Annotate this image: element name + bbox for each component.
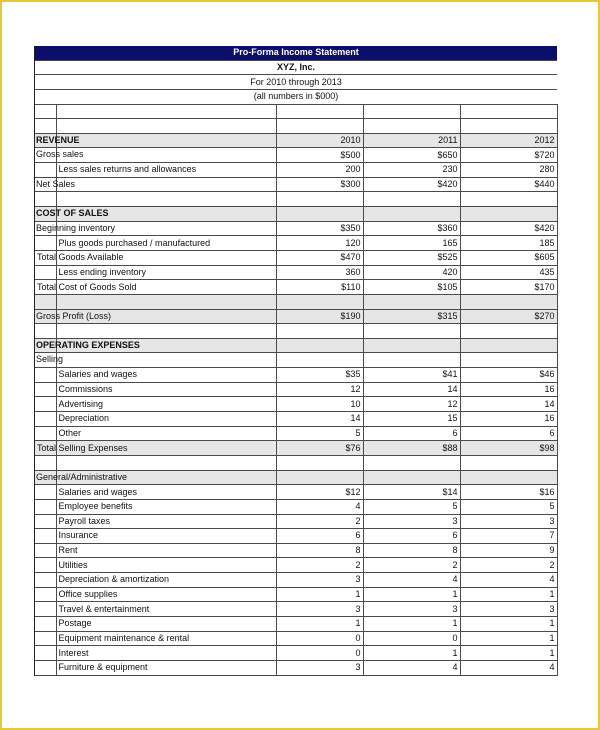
row-label: Rent [56,543,276,558]
indent-cell [35,514,56,529]
row-label: Depreciation & amortization [56,573,276,588]
empty-cell [276,353,363,368]
row-label: Commissions [56,382,276,397]
indent-cell [35,616,56,631]
indent-cell [35,485,56,500]
row-label: Beginning inventory [36,222,116,233]
value-cell: $76 [276,441,363,456]
value-cell: 6 [460,426,557,441]
table-row [35,660,557,675]
period-text: For 2010 through 2013 [35,75,557,90]
total-prefix: Total [35,441,56,456]
empty-cell [276,294,363,309]
value-cell: 3 [276,660,363,675]
empty-cell [276,207,363,222]
row-label: Office supplies [56,587,276,602]
indent-cell [35,163,56,178]
empty-row [35,119,557,134]
indent-cell [35,660,56,675]
row-label: Salaries and wages [56,368,276,383]
row-label: Postage [56,616,276,631]
value-cell: 1 [276,587,363,602]
value-cell: 2 [363,558,460,573]
value-cell: $720 [460,148,557,163]
row-label: Equipment maintenance & rental [56,631,276,646]
table-row [35,587,557,602]
value-cell: 6 [276,529,363,544]
table-row [35,426,557,441]
value-cell: 1 [460,616,557,631]
value-cell: 10 [276,397,363,412]
total-prefix: Total [35,250,56,265]
empty-cell [276,119,363,134]
row-label: Insurance [56,529,276,544]
value-cell: 14 [363,382,460,397]
empty-cell [56,294,276,309]
value-cell: 2 [276,558,363,573]
year-header: 2010 [276,133,363,148]
total-prefix: Total [35,280,56,295]
value-cell: 4 [363,660,460,675]
units-row [35,89,557,104]
value-cell: $525 [363,250,460,265]
row-label: Plus goods purchased / manufactured [56,236,276,251]
indent-cell [35,412,56,427]
value-cell: 3 [460,514,557,529]
value-cell: 200 [276,163,363,178]
value-cell: 12 [363,397,460,412]
indent-cell [35,529,56,544]
units-text: (all numbers in $000) [35,89,557,104]
indent-cell [35,587,56,602]
empty-cell [363,338,460,353]
indent-cell [35,499,56,514]
table-row [35,280,557,295]
row-label: Selling Expenses [56,441,276,456]
value-cell: $315 [363,309,460,324]
table-row [35,148,557,163]
value-cell: 2 [276,514,363,529]
value-cell: 420 [363,265,460,280]
label-cell [35,207,109,222]
table-row [35,529,557,544]
value-cell: 6 [363,529,460,544]
row-label: REVENUE [36,134,80,145]
label-cell [56,148,276,163]
indent-cell [35,426,56,441]
empty-cell [35,324,56,339]
empty-cell [460,338,557,353]
row-label: Gross sales [36,149,84,160]
operating-header-row [35,338,557,353]
row-label: Gross Profit (Loss) [36,310,112,321]
label-cell [35,353,64,368]
value-cell: $440 [460,177,557,192]
value-cell: 3 [363,602,460,617]
value-cell: 1 [276,616,363,631]
empty-cell [460,207,557,222]
label-cell [35,470,128,485]
empty-cell [56,324,276,339]
empty-row [35,324,557,339]
value-cell: 3 [460,602,557,617]
value-cell: 16 [460,412,557,427]
value-cell: 1 [363,587,460,602]
value-cell: $12 [276,485,363,500]
row-label: Net Sales [36,178,76,189]
empty-cell [460,455,557,470]
empty-cell [276,104,363,119]
table-row [35,412,557,427]
value-cell: 165 [363,236,460,251]
empty-cell [35,192,56,207]
title-row [35,46,557,60]
empty-cell [56,192,276,207]
table-row [35,250,557,265]
value-cell: $110 [276,280,363,295]
label-cell [35,177,76,192]
table-row [35,236,557,251]
table-row [35,616,557,631]
total-selling-row [35,441,557,456]
value-cell: $270 [460,309,557,324]
value-cell: $360 [363,221,460,236]
value-cell: 3 [363,514,460,529]
income-statement-table [35,46,558,676]
empty-cell [363,353,460,368]
empty-cell [56,104,276,119]
empty-cell [363,104,460,119]
value-cell: $470 [276,250,363,265]
value-cell: 14 [460,397,557,412]
indent-cell [35,397,56,412]
value-cell: 12 [276,382,363,397]
gross-profit-row [35,309,557,324]
year-header: 2012 [460,133,557,148]
row-label: Less sales returns and allowances [56,163,276,178]
empty-cell [35,455,56,470]
empty-cell [276,470,363,485]
indent-cell [35,236,56,251]
label-cell [56,133,276,148]
empty-cell [363,192,460,207]
value-cell: 7 [460,529,557,544]
empty-cell [56,455,276,470]
label-cell [35,309,112,324]
empty-cell [276,324,363,339]
indent-cell [35,382,56,397]
row-label: Other [56,426,276,441]
indent-cell [35,265,56,280]
empty-cell [35,104,56,119]
empty-cell [363,207,460,222]
table-row [35,265,557,280]
table-row [35,646,557,661]
table-row [35,543,557,558]
table-row [35,368,557,383]
row-label: Depreciation [56,412,276,427]
value-cell: 0 [276,631,363,646]
value-cell: 280 [460,163,557,178]
empty-cell [460,470,557,485]
company-row [35,60,557,75]
label-cell [35,148,84,163]
empty-row [35,192,557,207]
value-cell: $650 [363,148,460,163]
value-cell: $500 [276,148,363,163]
value-cell: $350 [276,221,363,236]
value-cell: 15 [363,412,460,427]
empty-cell [276,192,363,207]
indent-cell [35,631,56,646]
empty-row [35,104,557,119]
row-label: COST OF SALES [36,208,109,219]
company-name: XYZ, Inc. [35,60,557,75]
table-row [35,514,557,529]
empty-cell [363,294,460,309]
value-cell: $16 [460,485,557,500]
row-label: Salaries and wages [56,485,276,500]
row-label: Selling [36,354,64,365]
value-cell: $46 [460,368,557,383]
row-label: Less ending inventory [56,265,276,280]
empty-cell [35,119,56,134]
value-cell: 435 [460,265,557,280]
table-row [35,602,557,617]
value-cell: $14 [363,485,460,500]
ga-label-row [35,470,557,485]
value-cell: 230 [363,163,460,178]
value-cell: $35 [276,368,363,383]
row-label: Utilities [56,558,276,573]
row-label: General/Administrative [36,471,128,482]
value-cell: 1 [460,587,557,602]
label-cell [35,133,80,148]
table-row [35,499,557,514]
empty-cell [363,470,460,485]
empty-cell [276,338,363,353]
value-cell: 16 [460,382,557,397]
label-cell [56,177,276,192]
value-cell: 1 [363,646,460,661]
value-cell: $88 [363,441,460,456]
value-cell: 1 [460,631,557,646]
value-cell: 3 [276,602,363,617]
value-cell: 185 [460,236,557,251]
value-cell: 0 [363,631,460,646]
table-row [35,573,557,588]
row-label: Furniture & equipment [56,660,276,675]
empty-cell [460,192,557,207]
value-cell: 5 [460,499,557,514]
table-row [35,397,557,412]
value-cell: $605 [460,250,557,265]
empty-cell [363,324,460,339]
empty-cell [460,104,557,119]
table-row [35,485,557,500]
value-cell: 2 [460,558,557,573]
value-cell: 4 [460,573,557,588]
table-row [35,221,557,236]
cost-of-sales-header-row [35,207,557,222]
spreadsheet [34,46,557,676]
table-row [35,382,557,397]
table-row [35,558,557,573]
empty-row [35,455,557,470]
value-cell: 6 [363,426,460,441]
value-cell: $420 [460,221,557,236]
empty-cell [35,294,56,309]
value-cell: 8 [276,543,363,558]
year-header: 2011 [363,133,460,148]
value-cell: $300 [276,177,363,192]
value-cell: $41 [363,368,460,383]
indent-cell [35,368,56,383]
table-row [35,631,557,646]
table-row [35,163,557,178]
value-cell: 0 [276,646,363,661]
value-cell: 1 [460,646,557,661]
value-cell: 5 [363,499,460,514]
empty-cell [276,455,363,470]
row-label: OPERATING EXPENSES [36,339,140,350]
empty-cell [460,353,557,368]
row-label: Goods Available [56,250,276,265]
statement-title: Pro-Forma Income Statement [35,46,557,60]
value-cell: 360 [276,265,363,280]
empty-cell [460,294,557,309]
value-cell: $420 [363,177,460,192]
value-cell: $170 [460,280,557,295]
label-cell [35,221,116,236]
value-cell: 5 [276,426,363,441]
selling-label-row [35,353,557,368]
table-row [35,177,557,192]
revenue-header-row [35,133,557,148]
empty-row [35,294,557,309]
value-cell: 1 [363,616,460,631]
value-cell: 8 [363,543,460,558]
row-label: Payroll taxes [56,514,276,529]
value-cell: 4 [460,660,557,675]
value-cell: 4 [363,573,460,588]
row-label: Interest [56,646,276,661]
row-label: Employee benefits [56,499,276,514]
value-cell: 9 [460,543,557,558]
label-cell [56,353,276,368]
value-cell: $190 [276,309,363,324]
indent-cell [35,646,56,661]
empty-cell [56,119,276,134]
value-cell: 3 [276,573,363,588]
empty-cell [363,455,460,470]
label-cell [35,338,140,353]
value-cell: $98 [460,441,557,456]
period-row [35,75,557,90]
indent-cell [35,543,56,558]
row-label: Advertising [56,397,276,412]
value-cell: 120 [276,236,363,251]
indent-cell [35,602,56,617]
value-cell: 4 [276,499,363,514]
empty-cell [460,324,557,339]
empty-cell [460,119,557,134]
value-cell: $105 [363,280,460,295]
value-cell: 14 [276,412,363,427]
empty-cell [363,119,460,134]
indent-cell [35,573,56,588]
row-label: Cost of Goods Sold [56,280,276,295]
row-label: Travel & entertainment [56,602,276,617]
indent-cell [35,558,56,573]
